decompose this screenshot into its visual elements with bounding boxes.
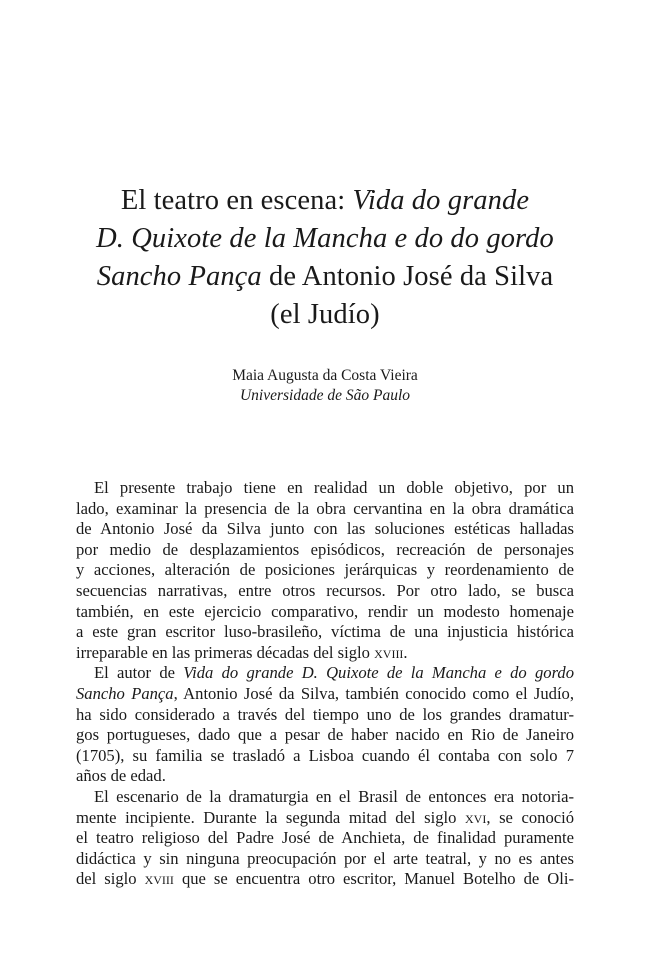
paragraph-1 bbox=[76, 478, 574, 663]
text-line: a este gran escritor luso-brasileño, víctima de una injusticia histórica bbox=[76, 622, 574, 642]
text-fragment: El autor de bbox=[94, 663, 184, 683]
century-numeral: xviii bbox=[144, 869, 174, 889]
text-line: didáctica y sin ninguna preocupación por el arte teatral, y no es antes bbox=[76, 848, 574, 868]
text-line: y acciones, alteración de posiciones jerárquicas y reordenamiento de bbox=[76, 560, 574, 580]
text-line bbox=[76, 663, 574, 684]
work-title-italic: Vida do grande D. Quixote de la Mancha e do gordo bbox=[183, 663, 575, 683]
title-roman-part: El teatro en escena: bbox=[120, 185, 353, 216]
text-line: años de edad. bbox=[76, 766, 166, 786]
text-fragment: , se conoció bbox=[486, 807, 575, 827]
work-title-italic: Sancho Pança bbox=[76, 683, 174, 703]
text-line bbox=[76, 869, 574, 890]
chapter-title bbox=[60, 182, 590, 334]
text-line: ha sido considerado a través del tiempo uno de los grandes dramatur- bbox=[76, 704, 574, 724]
text-line bbox=[76, 643, 574, 664]
text-line: El presente trabajo tiene en realidad un doble objetivo, por un bbox=[94, 478, 574, 497]
text-fragment: mente incipiente. Durante la segunda mitad del siglo bbox=[76, 807, 465, 827]
text-line: de Antonio José da Silva junto con las soluciones estéticas halladas bbox=[76, 519, 574, 539]
text-line: secuencias narrativas, entre otros recursos. Por otro lado, se busca bbox=[76, 580, 574, 600]
title-line-3 bbox=[60, 258, 590, 296]
title-italic-part: D. Quixote de la Mancha e do do gordo bbox=[96, 223, 554, 254]
paragraph-3 bbox=[76, 787, 574, 890]
title-italic-part: Sancho Pança bbox=[96, 261, 262, 292]
text-line bbox=[76, 684, 574, 705]
title-roman-part: de Antonio José da Silva bbox=[261, 261, 554, 292]
body-text bbox=[76, 478, 574, 890]
text-fragment: que se encuentra otro escritor, Manuel Botelho de Oli- bbox=[173, 869, 574, 889]
text-line: por medio de desplazamientos episódicos, recreación de personajes bbox=[76, 539, 574, 559]
title-line-4: (el Judío) bbox=[270, 299, 380, 330]
text-fragment: del siglo bbox=[76, 869, 145, 889]
text-line: también, en este ejercicio comparativo, rendir un modesto homenaje bbox=[76, 601, 574, 621]
author-affiliation: Universidade de São Paulo bbox=[239, 387, 411, 404]
text-fragment: irreparable en las primeras décadas del siglo bbox=[76, 642, 375, 662]
title-italic-part: Vida do grande bbox=[352, 185, 530, 216]
text-line: (1705), su familia se trasladó a Lisboa cuando él contaba con solo 7 bbox=[76, 745, 574, 765]
century-numeral: xvi bbox=[465, 807, 487, 827]
text-line bbox=[76, 808, 574, 829]
text-line: gos portugueses, dado que a pesar de haber nacido en Rio de Janeiro bbox=[76, 725, 574, 745]
text-fragment: , Antonio José da Silva, también conocido como el Judío, bbox=[173, 683, 575, 703]
author-name: Maia Augusta da Costa Vieira bbox=[232, 367, 418, 384]
text-line: el teatro religioso del Padre José de Anchieta, de finalidad puramente bbox=[76, 828, 574, 848]
paragraph-2 bbox=[76, 663, 574, 787]
title-line-2 bbox=[60, 220, 590, 258]
century-numeral: xviii. bbox=[374, 642, 408, 662]
text-line: El escenario de la dramaturgia en el Brasil de entonces era notoria- bbox=[94, 786, 574, 806]
title-line-1 bbox=[60, 182, 590, 220]
text-line: lado, examinar la presencia de la obra cervantina en la obra dramática bbox=[76, 498, 574, 518]
